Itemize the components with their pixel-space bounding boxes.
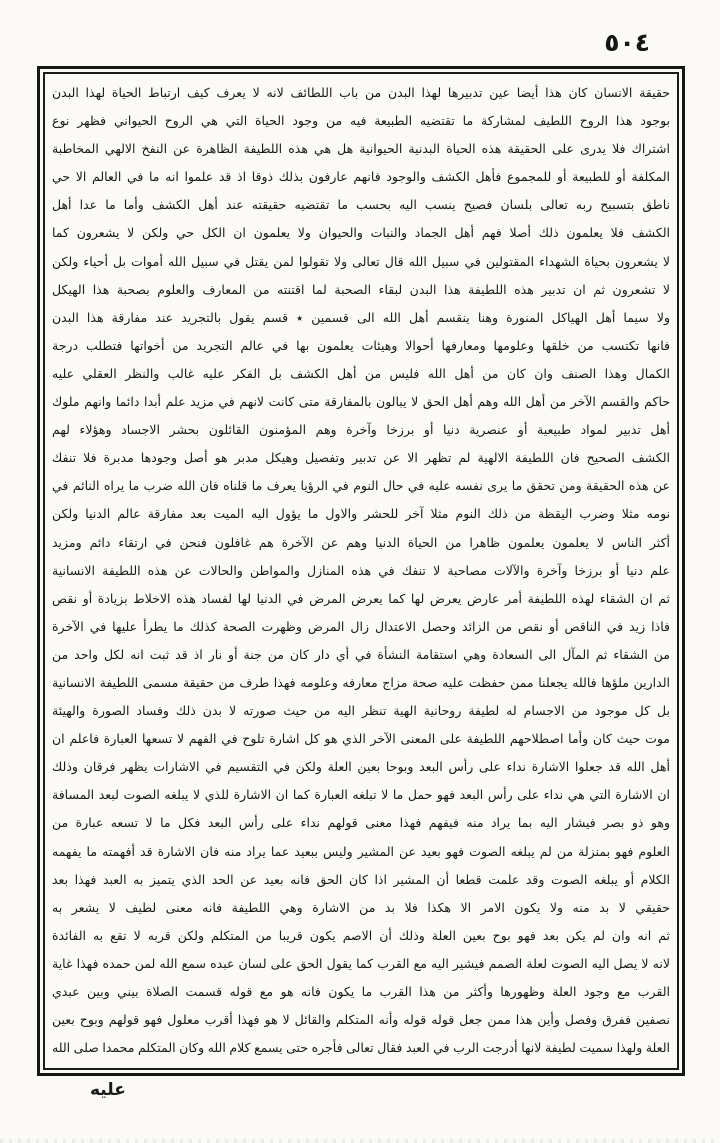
text-line: عن هذه الحقيقة ومن تحقق ما يرى نفسه عليه في حال النوم في الرؤيا يعرف ما قلناه فان الله ضرب ما يراه النائم في [52, 478, 670, 494]
text-line: الكمال وهذا الصنف وان كان من أهل الله فليس من أهل الكشف بل الفكر عليه غالب والنظر العقلي عليه [52, 365, 670, 381]
text-line: فاذا زيد في الناقص أو نقص من الزائد وحصل الاعتدال زال المرض وظهرت الصحة كذلك ما يطرأ عليها في الآخرة [52, 618, 670, 634]
text-line: العلة ولهذا سميت لطيفة لانها أدرجت الرب في العبد فقال تعالى فأجره حتى يسمع كلام الله وكان المتكلم محمدا صلى الله [52, 1040, 670, 1056]
text-line: حقيقي لا بد منه ولا يكون الامر الا هكذا فلا بد من الاشارة وهي اللطيفة فانه معنى لطيف لا يشعر به [52, 899, 670, 915]
text-line: الكشف فلا يعلمون ذلك أصلا فهم أهل الجماد والنبات والحيوان ولا يعلمون ان الكل حي ولكن لا يشعرون كما [52, 225, 670, 241]
text-line: حقيقة الانسان كان هذا أيضا عين تدبيرها لهذا البدن من باب اللطائف لانه لا يعرف كيف ارتباط الحياة لهذا البدن [52, 85, 670, 100]
text-line: الدارين ملؤها فالله يجعلنا ممن حفظت عليه صحة مزاج معارفه وعلومه فهذا طرف من حقيقة مسمى اللطيفة الانسانية [52, 674, 670, 690]
text-line: أهل الله قد جعلوا الاشارة نداء على رأس البعد وبوحا بعين العلة ولكن في التقسيم في الاشارات يظهر فرقان وذلك [52, 759, 670, 775]
text-line: فانها تكتسب من خلقها وعلومها ومعارفها أحوالا وهيئات يعلمون بها في عالم التجريد من أخواتها فتطلب درجة [52, 337, 670, 353]
text-line: لا تشعرون ثم ان تدبير هذه اللطيفة هذا البدن لبقاء الصحبة لما اقتنته من المعارف والعلوم بصحبة هذا الهيكل [52, 281, 670, 297]
catchword: عليه [90, 1080, 126, 1100]
text-line: اشتراك فلا يدرى على الحقيقة هذه الحياة البدنية الحيوانية هل هي هذه اللطيفة الظاهرة عن النفخ الالهي المخاطبة [52, 141, 670, 157]
text-line: من الشقاء ثم المآل الى السعادة وهي استقامة النشأة في أي دار كان من جنة أو نار اذ قد ثبت انه لكل واحد من [52, 646, 670, 662]
text-line: نصفين ففرق وفصل وأين هذا ممن جعل قوله قوله وأنه المتكلم والقائل لا هو فهذا أقرب معلول فهو قولهم وبوح بعين [52, 1012, 670, 1028]
text-line: أهل تدبير لمواد طبيعية أو عنصرية دنيا أو برزخا وآخرة وهم المؤمنون القائلون بحشر الاجساد وهؤلاء لهم [52, 422, 670, 438]
text-line: ثم انه وان لم يكن بعد فهو بوح بعين العلة وذلك أن الاصم يكون قريبا من المتكلم ولكن قربه لا تقع به الفائدة [52, 927, 670, 943]
text-line: الكلام أو يبلغه الصوت وقد علمت قطعا أن المشير اذا كان الحق فانه بعيد عن الحد الذي يتميز به العبد فهذا بعد [52, 871, 670, 887]
text-line: بل كل موجود من الاجسام له لطيفة روحانية الهية تنظر اليه من حيث صورته لا بدن ذلك وفساد الصورة والهيئة [52, 703, 670, 719]
page-border-inner-rule [43, 72, 679, 1070]
text-line: علم دنيا أو برزخا وآخرة والآلات مصاحبة لا تنفك في هذه المنازل والمواطن والحالات عن هذه اللطيفة الانسانية [52, 562, 670, 578]
page-number: ٥٠٤ [604, 28, 650, 57]
text-line: ان الاشارة التي هي نداء على رأس البعد فهو حمل ما لا تبلغه العبارة كما ان الاشارة للذي لا يبلغه الصوت لبعد المسافة [52, 787, 670, 803]
text-line: العلوم فهو بمنزلة من لم يبلغه الصوت فهو بعيد عن المشير وليس ببعيد عما يراد منه فان الاشارة قد أفهمته ما يفهمه [52, 843, 670, 859]
text-line: وهو ذو بصر فيشار اليه بما يراد منه فيفهم فهذا معنى قولهم نداء على رأس البعد فكل ما لا تسعه عبارة من [52, 815, 670, 831]
text-line: لا يشعرون بحياة الشهداء المقتولين في سبيل الله قال تعالى ولا تقولوا لمن يقتل في سبيل الله أموات بل أحياء ولكن [52, 253, 670, 269]
text-line: حاكم والقسم الآخر من أهل الله وهم أهل الحق لا يبالون بالمفارقة متى كانت لانهم في مزيد علم أبدا دائما وانهم ملوك [52, 394, 670, 410]
scan-artifact-edge [0, 1139, 720, 1143]
text-line: ثم ان الشقاء لهذه اللطيفة أمر عارض يعرض لها كما يعرض المرض في الدنيا لها لفساد هذه الاخلاط بزيادة أو نقص [52, 590, 670, 606]
text-line: بوجود هذا الروح اللطيف لمشاركة ما تقتضيه الطبيعة فيه من وجود الحياة التي هي الروح الحيواني فظهر نوع [52, 113, 670, 129]
text-line: القرب مع وجود العلة وظهورها وأكثر من هذا القرب ما يكون فانه هو مع قوله قسمت الصلاة بيني وبين عبدي [52, 984, 670, 999]
body-text-block [52, 79, 670, 1064]
text-line: ولا سيما أهل الهياكل المنورة وهنا ينقسم أهل الله الى قسمين ٭ قسم يقول بالتجريد عند مفارقة هذا البدن [52, 309, 670, 325]
text-line: موت حيث كان وأما اصطلاحهم اللطيفة على المعنى الآخر الذي هو كل اشارة تلوح في الفهم لا تسعها العبارة فاعلم ان [52, 731, 670, 747]
text-line: أكثر الناس لا يعلمون يعلمون ظاهرا من الحياة الدنيا وهم عن الآخرة هم غافلون فنحن في ارتقاء دائم ومزيد [52, 534, 670, 550]
page-border-frame [37, 66, 685, 1076]
text-line: ناطق بتسبيح ربه تعالى بلسان فصيح ينسب اليه بحسب ما تقتضيه حقيقته عند أهل الكشف وأما ما عدا أهل [52, 197, 670, 213]
text-line: لانه لا يصل اليه الصوت لعلة الصمم فيشير اليه مع القرب كما يقول الحق على لسان عبده سمع الله لمن حمده فهذا غاية [52, 955, 670, 971]
text-line: نومه مثلا وضرب اليقظة من ذلك النوم مثلا آخر للحشر والاول ما يؤول اليه الميت بعد مفارقة عالم الدنيا ولكن [52, 506, 670, 522]
text-line: المكلفة أو للطبيعة أو للمجموع فأهل الكشف والوجود فانهم عارفون بذلك ذوقا اذ قد علموا انه ما في العالم الا حي [52, 169, 670, 185]
text-line: الكشف الصحيح فان اللطيفة الالهية لم تظهر الا عن تدبير وتفصيل وهيكل مدبر هو أصل وجودها مدبرة فلا تنفك [52, 450, 670, 466]
